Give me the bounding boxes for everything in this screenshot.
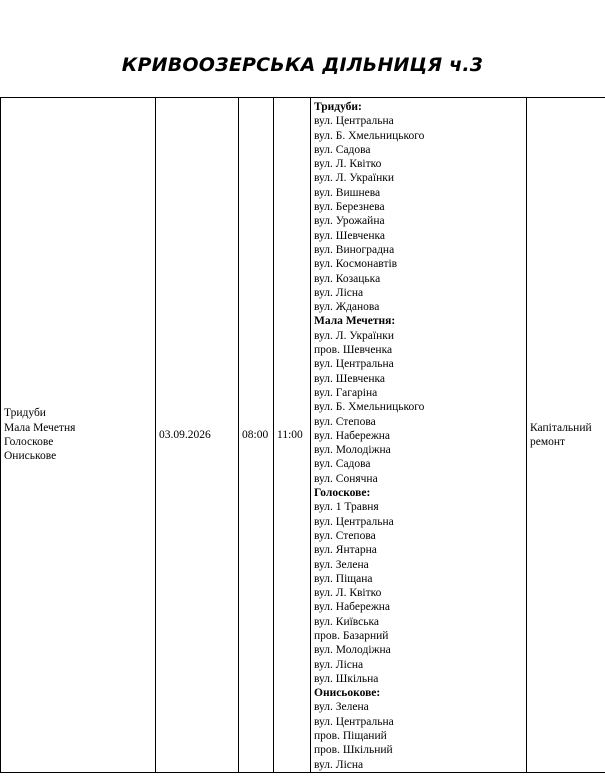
street-item: вул. Виноградна	[314, 243, 395, 256]
street-item: вул. Набережна	[314, 429, 391, 442]
start-time-cell: 08:00	[239, 98, 274, 773]
street-item: вул. Лісна	[314, 758, 364, 771]
settlement-heading: Онисьокове:	[314, 687, 381, 700]
reason-cell	[527, 98, 605, 773]
street-item: вул. Степова	[314, 415, 376, 428]
street-item: вул. Вишнева	[314, 186, 381, 199]
street-item: вул. Молодіжна	[314, 644, 391, 657]
end-time-cell: 11:00	[274, 98, 311, 773]
streets-cell	[311, 98, 527, 773]
street-item: вул. Космонавтів	[314, 258, 398, 271]
reason-line: ремонт	[530, 435, 566, 448]
street-item: вул. Л. Українки	[314, 172, 394, 185]
street-item: пров. Базарний	[314, 629, 389, 642]
street-item: вул. Березнева	[314, 201, 385, 214]
street-item: вул. Центральна	[314, 515, 394, 528]
date-cell: 03.09.2026	[156, 98, 239, 773]
street-item: пров. Шевченка	[314, 344, 393, 357]
street-item: вул. Жданова	[314, 301, 380, 314]
street-item: вул. Садова	[314, 458, 371, 471]
street-item: вул. Сонячна	[314, 472, 378, 485]
street-item: вул. Шевченка	[314, 372, 386, 385]
street-item: вул. Центральна	[314, 115, 394, 128]
table-row	[1, 98, 605, 773]
page-title: КРИВООЗЕРСЬКА ДІЛЬНИЦЯ ч.3	[121, 54, 484, 76]
settlement-name: Oниськове	[4, 450, 57, 463]
street-item: вул. Гагаріна	[314, 386, 378, 399]
street-item: вул. Зелена	[314, 558, 369, 571]
street-item: вул. Шевченка	[314, 229, 386, 242]
settlement-name: Голоскове	[4, 435, 54, 448]
street-item: вул. Шкільна	[314, 672, 379, 685]
street-item: вул. Л. Українки	[314, 329, 394, 342]
street-item: вул. Центральна	[314, 715, 394, 728]
street-item: вул. Янтарна	[314, 544, 377, 557]
street-item: вул. Б. Хмельницького	[314, 401, 425, 414]
street-item: пров. Шкільний	[314, 744, 393, 757]
street-item: вул. Л. Квітко	[314, 158, 382, 171]
street-item: вул. Піщана	[314, 572, 373, 585]
street-item: вул. Центральна	[314, 358, 394, 371]
street-item: вул. Козацька	[314, 272, 381, 285]
street-item: вул. Молодіжна	[314, 444, 391, 457]
street-item: вул. Степова	[314, 529, 376, 542]
reason-line: Капітальний	[530, 421, 592, 434]
settlement-heading: Мала Мечетня:	[314, 315, 396, 328]
street-item: вул. Урожайна	[314, 215, 385, 228]
settlement-name: Мала Мечетня	[4, 421, 76, 434]
street-item: вул. Л. Квітко	[314, 587, 382, 600]
street-item: вул. Садова	[314, 143, 371, 156]
street-item: вул. Зелена	[314, 701, 369, 714]
settlement-heading: Голоскове:	[314, 487, 371, 500]
street-item: вул. 1 Травня	[314, 501, 379, 514]
settlement-heading: Тридуби:	[314, 101, 362, 113]
street-item: пров. Піщаний	[314, 730, 387, 743]
outage-table	[0, 97, 605, 773]
settlement-name: Тридуби	[4, 407, 46, 420]
street-item: вул. Лісна	[314, 286, 364, 299]
street-item: вул. Лісна	[314, 658, 364, 671]
street-item: вул. Б. Хмельницького	[314, 129, 425, 142]
street-item: вул. Київська	[314, 615, 380, 628]
street-item: вул. Набережна	[314, 601, 391, 614]
settlements-cell	[1, 98, 156, 773]
